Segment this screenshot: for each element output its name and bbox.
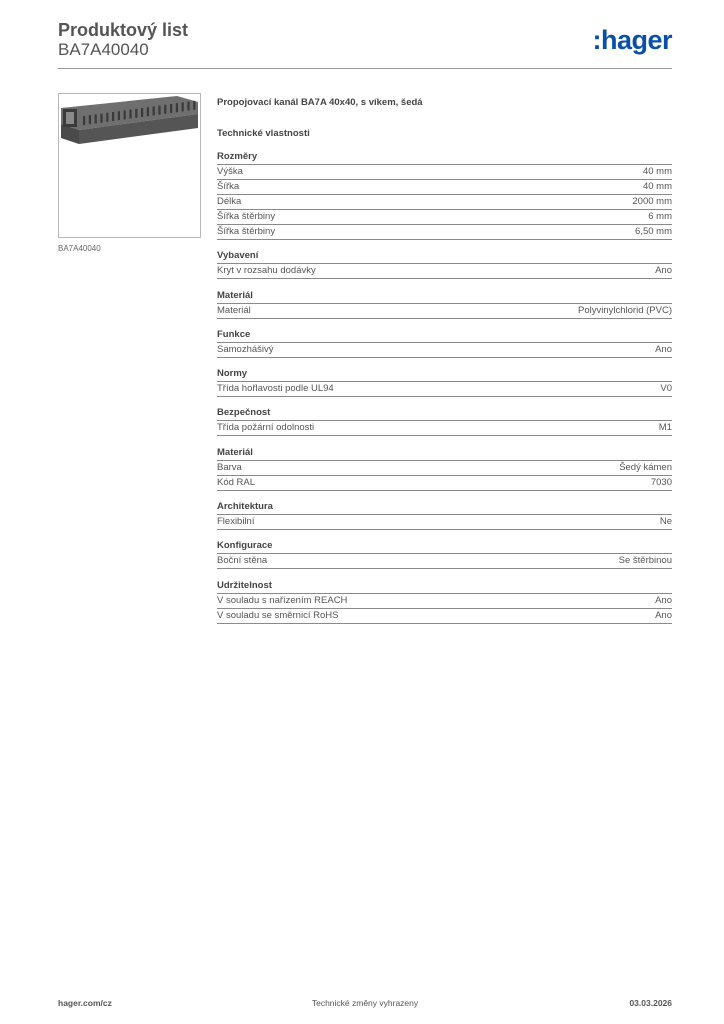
property-label: Kód RAL	[217, 476, 256, 488]
property-label: V souladu s nařízením REACH	[217, 594, 348, 606]
property-row	[217, 594, 672, 609]
property-value: 2000 mm	[632, 196, 672, 207]
property-row	[217, 461, 672, 476]
property-label: Třída hořlavosti podle UL94	[217, 383, 334, 395]
property-value: Polyvinylchlorid (PVC)	[578, 304, 672, 316]
section-title: Konfigurace	[217, 539, 672, 554]
property-value: 6,50 mm	[635, 226, 672, 237]
page-header	[58, 20, 672, 68]
property-label: Samozhášivý	[217, 343, 274, 355]
section-title: Normy	[217, 367, 672, 382]
property-section	[217, 367, 672, 397]
property-label: Barva	[217, 461, 242, 473]
property-label: Kryt v rozsahu dodávky	[217, 265, 316, 277]
property-value: Ano	[655, 265, 672, 277]
property-section	[217, 539, 672, 569]
image-caption: BA7A40040	[58, 244, 101, 253]
property-row	[217, 195, 672, 210]
property-section	[217, 150, 672, 240]
footer-website: hager.com/cz	[58, 998, 112, 1008]
property-value: Ano	[655, 609, 672, 621]
property-value: V0	[660, 383, 672, 395]
property-label: Šířka	[217, 181, 240, 192]
section-title: Materiál	[217, 446, 672, 461]
property-label: Šířka štěrbiny	[217, 226, 276, 237]
property-label: Výška	[217, 166, 243, 177]
property-value: 40 mm	[642, 181, 672, 192]
technical-properties-heading: Technické vlastnosti	[217, 128, 310, 139]
section-title: Udržitelnost	[217, 579, 672, 594]
property-sections	[217, 150, 672, 624]
footer-date: 03.03.2026	[629, 998, 672, 1008]
property-section	[217, 406, 672, 436]
section-title: Vybavení	[217, 249, 672, 264]
property-value: 7030	[650, 476, 672, 488]
page-title: Produktový list	[58, 20, 189, 40]
property-row	[217, 225, 672, 240]
section-title: Bezpečnost	[217, 406, 672, 421]
property-section	[217, 289, 672, 319]
property-label: Délka	[217, 196, 242, 207]
property-value: Se štěrbinou	[618, 555, 672, 567]
property-section	[217, 446, 672, 491]
property-row	[217, 382, 672, 397]
property-section	[217, 328, 672, 358]
section-title: Materiál	[217, 289, 672, 304]
property-value: 40 mm	[642, 166, 672, 177]
property-label: Šířka štěrbiny	[217, 211, 276, 222]
product-description: Propojovací kanál BA7A 40x40, s víkem, šedá	[217, 97, 423, 108]
property-value: Šedý kámen	[619, 461, 672, 473]
property-label: Flexibilní	[217, 516, 255, 528]
product-code: BA7A40040	[58, 40, 149, 59]
property-value: 6 mm	[648, 211, 672, 222]
property-row	[217, 304, 672, 319]
header-divider	[58, 68, 672, 69]
property-value: Ano	[655, 594, 672, 606]
property-row	[217, 264, 672, 279]
property-row	[217, 554, 672, 569]
cable-duct-illustration	[59, 94, 200, 237]
property-section	[217, 579, 672, 624]
property-label: V souladu se směrnicí RoHS	[217, 609, 339, 621]
property-row	[217, 421, 672, 436]
property-row	[217, 343, 672, 358]
section-title: Architektura	[217, 500, 672, 515]
property-row	[217, 476, 672, 491]
property-section	[217, 500, 672, 530]
footer-note: Technické změny vyhrazeny	[311, 998, 419, 1008]
property-value: Ano	[655, 343, 672, 355]
section-title: Rozměry	[217, 150, 672, 165]
property-row	[217, 180, 672, 195]
section-title: Funkce	[217, 328, 672, 343]
property-row	[217, 210, 672, 225]
hager-logo: :hager	[592, 25, 672, 55]
property-label: Materiál	[217, 304, 251, 316]
property-row	[217, 515, 672, 530]
property-row	[217, 165, 672, 180]
property-value: M1	[658, 422, 672, 434]
product-details	[217, 96, 672, 633]
property-label: Třída požární odolnosti	[217, 422, 315, 434]
property-label: Boční stěna	[217, 555, 268, 567]
property-value: Ne	[659, 516, 672, 528]
property-section	[217, 249, 672, 279]
property-row	[217, 609, 672, 624]
product-image	[58, 93, 201, 238]
